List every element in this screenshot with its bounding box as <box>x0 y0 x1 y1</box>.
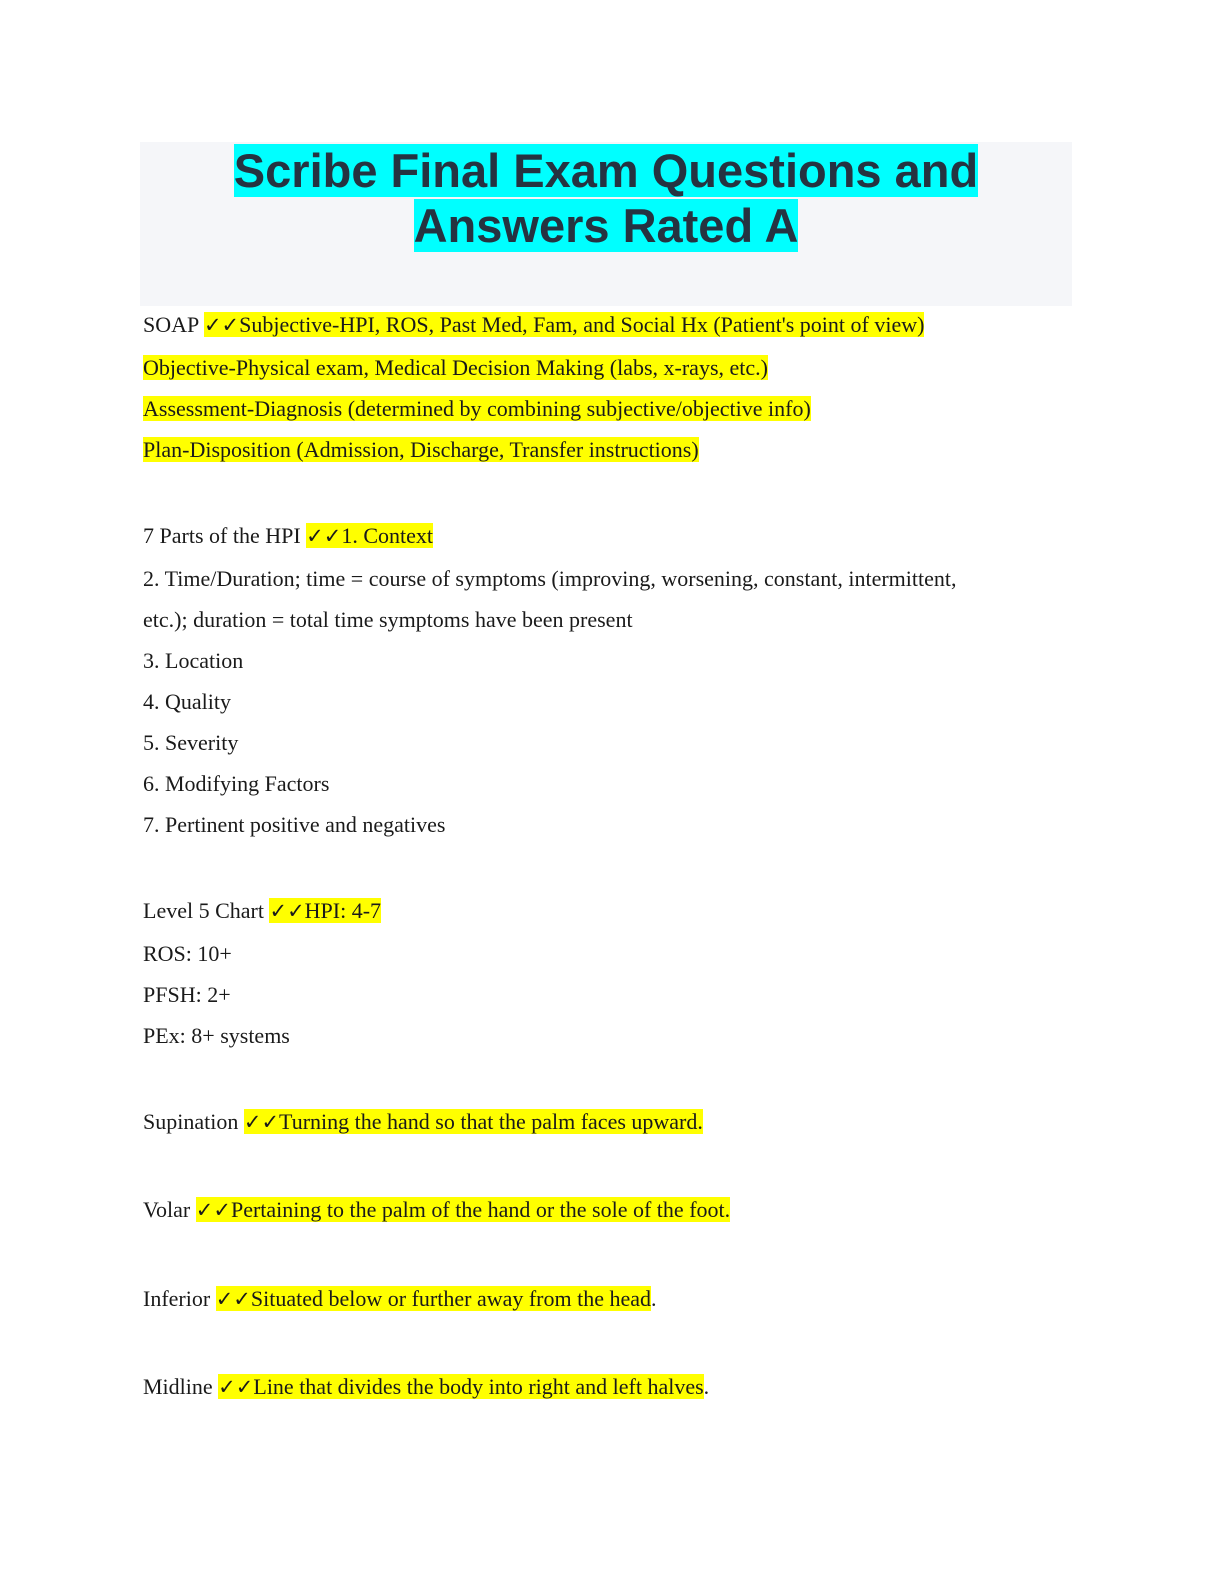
title-line-2: Answers Rated A <box>413 199 799 252</box>
supination-question <box>143 1107 703 1137</box>
double-check-icon: ✓✓ <box>218 1375 254 1399</box>
level5-term: Level 5 Chart <box>143 898 270 923</box>
midline-term: Midline <box>143 1374 219 1399</box>
hpi-item: 7. Pertinent positive and negatives <box>143 812 446 837</box>
title-line-1: Scribe Final Exam Questions and <box>233 144 979 197</box>
double-check-icon: ✓✓ <box>203 313 240 337</box>
level5-answer <box>269 898 381 923</box>
soap-objective: Objective-Physical exam, Medical Decision Making (labs, x-rays, etc.) <box>143 355 768 380</box>
soap-question <box>143 310 924 340</box>
hpi-term: 7 Parts of the HPI <box>143 523 307 548</box>
soap-answer-line-2 <box>143 353 768 383</box>
volar-term: Volar <box>143 1197 196 1222</box>
soap-plan: Plan-Disposition (Admission, Discharge, Transfer instructions) <box>143 437 699 462</box>
volar-answer <box>196 1197 730 1222</box>
title-banner <box>140 142 1072 306</box>
hpi-answer <box>306 523 433 548</box>
double-check-icon: ✓✓ <box>306 524 342 548</box>
midline-period: . <box>703 1374 710 1399</box>
double-check-icon: ✓✓ <box>215 1287 251 1311</box>
supination-answer-text: Turning the hand so that the palm faces upward. <box>279 1109 703 1134</box>
inferior-question <box>143 1284 657 1314</box>
double-check-icon: ✓✓ <box>269 899 305 923</box>
double-check-icon: ✓✓ <box>243 1110 280 1134</box>
document-title <box>140 142 1072 253</box>
level5-item: PEx: 8+ systems <box>143 1023 290 1048</box>
midline-question <box>143 1372 709 1402</box>
soap-answer-line-1: Subjective-HPI, ROS, Past Med, Fam, and Social Hx (Patient's point of view) <box>239 312 925 337</box>
midline-answer <box>218 1374 704 1399</box>
hpi-item: etc.); duration = total time symptoms have been present <box>143 607 633 632</box>
inferior-period: . <box>651 1286 657 1311</box>
hpi-question <box>143 521 433 551</box>
hpi-item: 6. Modifying Factors <box>143 771 330 796</box>
hpi-answer-line-1: 1. Context <box>341 523 434 548</box>
hpi-item: 3. Location <box>143 648 244 673</box>
midline-answer-text: Line that divides the body into right and left halves <box>253 1374 704 1399</box>
inferior-answer <box>216 1286 651 1311</box>
soap-answer-line-3 <box>143 394 811 424</box>
soap-assessment: Assessment-Diagnosis (determined by combining subjective/objective info) <box>143 396 811 421</box>
volar-answer-text: Pertaining to the palm of the hand or the sole of the foot. <box>230 1197 731 1222</box>
level5-answer-line-1: HPI: 4-7 <box>304 898 382 923</box>
soap-answer <box>204 312 925 337</box>
hpi-item: 4. Quality <box>143 689 231 714</box>
level5-item: PFSH: 2+ <box>143 982 231 1007</box>
level5-question <box>143 896 381 926</box>
supination-term: Supination <box>143 1109 244 1134</box>
double-check-icon: ✓✓ <box>195 1198 231 1222</box>
hpi-item: 2. Time/Duration; time = course of symptoms (improving, worsening, constant, intermittent, <box>143 566 957 591</box>
level5-item: ROS: 10+ <box>143 941 232 966</box>
supination-answer <box>244 1109 703 1134</box>
inferior-term: Inferior <box>143 1286 216 1311</box>
volar-question <box>143 1195 730 1225</box>
hpi-item: 5. Severity <box>143 730 239 755</box>
soap-term: SOAP <box>143 312 204 337</box>
soap-answer-line-4 <box>143 435 699 465</box>
inferior-answer-text: Situated below or further away from the head <box>250 1286 652 1311</box>
